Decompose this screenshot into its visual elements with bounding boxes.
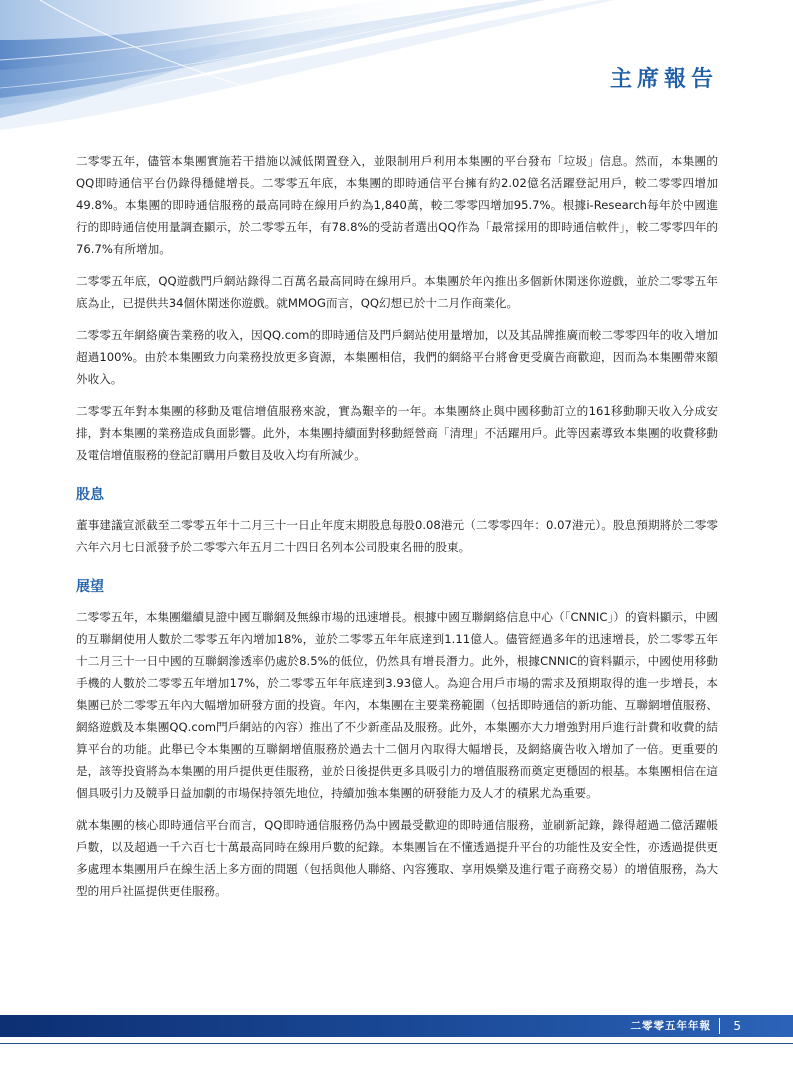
footer-rule — [0, 1043, 793, 1044]
dividend-heading: 股息 — [76, 487, 104, 503]
dividend-paragraph: 董事建議宣派截至二零零五年十二月三十一日止年度末期股息每股0.08港元（二零零四年：0.07港元）。股息預期將於二零零六年六月七日派發予於二零零六年五月二十四日名列本公司股東名冊的股東。 — [76, 518, 718, 554]
intro-paragraph-1: 二零零五年，儘管本集團實施若干措施以減低閑置登入，並限制用戶利用本集團的平台發布「垃圾」信息。然而，本集團的QQ即時通信平台仍錄得穩健增長。二零零五年底，本集團的即時通信平台擁有約2.02億名活躍登記用戶，較二零零四增加49.8%。本集團的即時通信服務的最高同時在線用戶約為1,840萬，較二零零四增加95.7%。根據i-Research每年於中國進行的即時通信使用量調查顯示，於二零零五年，有78.8%的受訪者選出QQ作為「最常採用的即時通信軟件」，較二零零四年的76.7%有所增加。 — [76, 154, 718, 256]
page-number: 5 — [733, 1019, 741, 1033]
outlook-paragraph-1: 二零零五年，本集團繼續見證中國互聯網及無線市場的迅速增長。根據中國互聯網絡信息中心（「CNNIC」）的資料顯示，中國的互聯網使用人數於二零零五年內增加18%，並於二零零五年年底達到1.11億人。儘管經過多年的迅速增長，於二零零五年十二月三十一日中國的互聯網滲透率仍處於8.5%的低位，仍然具有增長潛力。此外，根據CNNIC的資料顯示，中國使用移動手機的人數於二零零五年增加17%，於二零零五年年底達到3.93億人。為迎合用戶市場的需求及預期取得的進一步增長，本集團已於二零零五年內大幅增加研發方面的投資。年內，本集團在主要業務範圍（包括即時通信的新功能、互聯網增值服務、網絡遊戲及本集團QQ.com門戶網站的內容）推出了不少新產品及服務。此外，本集團亦大力增強對用戶進行計費和收費的結算平台的功能。此舉已令本集團的互聯網增值服務於過去十二個月內取得大幅增長，及網絡廣告收入增加了一倍。更重要的是，該等投資將為本集團的用戶提供更佳服務，並於日後提供更多具吸引力的增值服務而奠定更穩固的根基。本集團相信在這個具吸引力及競爭日益加劇的市場保持領先地位，持續加強本集團的研發能力及人才的積累尤為重要。 — [76, 610, 718, 800]
footer-divider — [719, 1018, 720, 1034]
intro-paragraph-4: 二零零五年對本集團的移動及電信增值服務來說，實為艱辛的一年。本集團終止與中國移動訂立的161移動聊天收入分成安排，對本集團的業務造成負面影響。此外，本集團持續面對移動經營商「清理」不活躍用戶。此等因素導致本集團的收費移動及電信增值服務的登記訂購用戶數目及收入均有所減少。 — [76, 404, 718, 462]
main-content — [76, 150, 718, 912]
footer-report-title: 二零零五年年報 — [630, 1020, 711, 1032]
footer-bar — [0, 1015, 793, 1037]
page-title: 主席報告 — [609, 67, 718, 92]
outlook-heading: 展望 — [76, 579, 104, 595]
intro-paragraph-2: 二零零五年底，QQ遊戲門戶網站錄得二百萬名最高同時在線用戶。本集團於年內推出多個新休閑迷你遊戲，並於二零零五年底為止，已提供共34個休閑迷你遊戲。就MMOG而言，QQ幻想已於十二月作商業化。 — [76, 274, 718, 310]
intro-paragraph-3: 二零零五年網絡廣告業務的收入，因QQ.com的即時通信及門戶網站使用量增加，以及其品牌推廣而較二零零四年的收入增加超過100%。由於本集團致力向業務投放更多資源，本集團相信，我們的網絡平台將會更受廣告商歡迎，因而為本集團帶來額外收入。 — [76, 328, 718, 386]
outlook-paragraph-2: 就本集團的核心即時通信平台而言，QQ即時通信服務仍為中國最受歡迎的即時通信服務，並刷新記錄，錄得超過二億活躍帳戶數，以及超過一千六百七十萬最高同時在線用戶數的紀錄。本集團旨在不懂透過提升平台的功能性及安全性，亦透過提供更多處理本集團用戶在線生活上多方面的問題（包括與他人聯絡、內容獲取、享用娛樂及進行電子商務交易）的增值服務，為大型的用戶社區提供更佳服務。 — [76, 818, 718, 898]
